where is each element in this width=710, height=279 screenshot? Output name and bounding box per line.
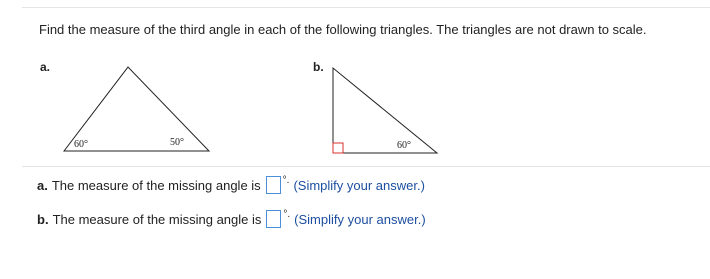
answer-b-suffix: °. bbox=[283, 208, 291, 220]
triangle-b-shape bbox=[333, 68, 437, 153]
triangle-a bbox=[64, 67, 209, 151]
answer-a-suffix: °. bbox=[282, 174, 290, 186]
answer-b-hint: (Simplify your answer.) bbox=[294, 211, 426, 227]
answer-b-prompt: The measure of the missing angle is bbox=[52, 211, 262, 227]
triangle-b bbox=[333, 68, 437, 153]
instructions-text: Find the measure of the third angle in each of the following triangles. The triangles are not drawn to scale. bbox=[39, 22, 647, 37]
triangle-a-right-angle: 50° bbox=[170, 137, 184, 148]
section-divider bbox=[22, 166, 710, 167]
answer-b-part-label: b. bbox=[37, 211, 49, 227]
answer-a-part-label: a. bbox=[37, 177, 48, 193]
part-a-label: a. bbox=[40, 60, 51, 74]
triangle-b-bottom-right-angle: 60° bbox=[397, 140, 411, 151]
answer-a-prompt: The measure of the missing angle is bbox=[51, 177, 261, 193]
answer-a-hint: (Simplify your answer.) bbox=[293, 177, 425, 193]
answer-row-b bbox=[37, 210, 426, 228]
answer-b-input[interactable] bbox=[266, 210, 281, 228]
part-b-label: b. bbox=[313, 60, 324, 74]
right-angle-marker bbox=[333, 143, 343, 153]
answer-row-a bbox=[37, 176, 425, 194]
triangle-a-left-angle: 60° bbox=[74, 139, 88, 150]
answer-a-input[interactable] bbox=[266, 176, 281, 194]
